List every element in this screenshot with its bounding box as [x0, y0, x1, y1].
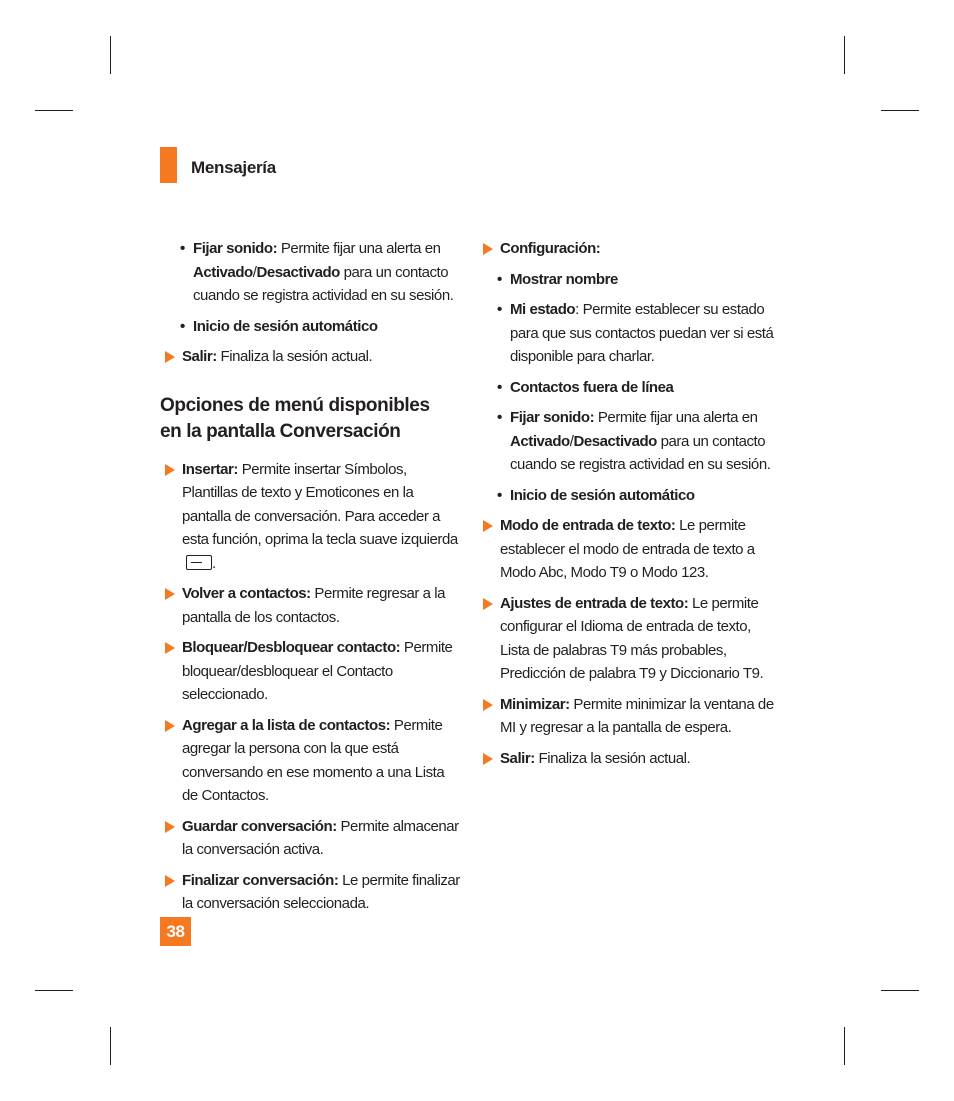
crop-mark-top-left-v: [110, 36, 111, 74]
item-text: Le permite establecer el modo de entrada de texto a Modo Abc, Modo T9 o Modo 123.: [500, 517, 755, 581]
option-activado: Activado: [510, 432, 570, 450]
list-item-mostrar-nombre: [478, 268, 778, 292]
right-column: [478, 237, 778, 777]
item-text: Finaliza la sesión actual.: [534, 749, 691, 767]
slash: /: [569, 432, 574, 450]
list-item-inicio-sesion: [160, 315, 460, 339]
option-desactivado: Desactivado: [256, 263, 340, 281]
item-label: Fijar sonido:: [510, 409, 595, 426]
item-text: para un contacto cuando se registra actividad en su sesión.: [193, 263, 454, 304]
item-text: Permite fijar una alerta en: [594, 409, 758, 426]
item-label: Salir:: [182, 348, 217, 365]
list-item-bloquear: [160, 636, 460, 707]
item-text: Le permite finalizar la conversación seleccionada.: [182, 871, 460, 912]
item-label: Agregar a la lista de contactos:: [182, 716, 391, 734]
item-label: Ajustes de entrada de texto:: [500, 594, 689, 612]
list-item-finalizar: [160, 869, 460, 916]
item-text: Permite insertar Símbolos, Plantillas de texto y Emoticones en la pantalla de conversación. Para acceder a esta función, oprima la tecla suave izquierda: [182, 460, 458, 548]
crop-mark-bottom-right-h: [881, 990, 919, 991]
crop-mark-bottom-left-h: [35, 990, 73, 991]
list-item-inicio-sesion: [478, 484, 778, 508]
item-label: Inicio de sesión automático: [193, 317, 378, 335]
list-item-volver-contactos: [160, 582, 460, 629]
item-label: Inicio de sesión automático: [510, 486, 695, 504]
list-item-contactos-fuera: [478, 376, 778, 400]
item-text: Permite bloquear/desbloquear el Contacto seleccionado.: [182, 639, 453, 703]
item-label: Mi estado: [510, 301, 576, 318]
item-text: Permite regresar a la pantalla de los contactos.: [182, 585, 446, 626]
item-text: Permite almacenar la conversación activa.: [182, 817, 459, 858]
crop-mark-top-right-v: [844, 36, 845, 74]
item-text: : Permite establecer su estado para que sus contactos puedan ver si está disponible para charlar.: [510, 301, 774, 365]
item-label: Guardar conversación:: [182, 817, 337, 835]
list-item-salir: [478, 747, 778, 771]
item-label: Modo de entrada de texto:: [500, 517, 676, 534]
item-label: Bloquear/Desbloquear contacto:: [182, 639, 401, 656]
option-desactivado: Desactivado: [573, 432, 657, 450]
item-label: Mostrar nombre: [510, 270, 618, 288]
item-label: Volver a contactos:: [182, 585, 311, 602]
item-label: Contactos fuera de línea: [510, 378, 674, 396]
item-text-end: .: [212, 554, 216, 572]
heading-line-1: Opciones de menú disponibles: [160, 394, 430, 416]
list-item-modo-entrada: [478, 514, 778, 585]
list-item-agregar: [160, 714, 460, 808]
item-text: Le permite configurar el Idioma de entrada de texto, Lista de palabras T9 más probables, Predicción de palabra T9 y Diccionario T9.: [500, 594, 764, 682]
page-number: 38: [160, 917, 191, 946]
section-marker: [160, 147, 177, 183]
left-soft-key-icon: [186, 555, 212, 570]
option-activado: Activado: [193, 263, 253, 281]
list-item-configuracion: [478, 237, 778, 261]
crop-mark-top-right-h: [881, 110, 919, 111]
item-text: Permite agregar la persona con la que está conversando en ese momento a una Lista de Contactos.: [182, 716, 445, 804]
crop-mark-bottom-left-v: [110, 1027, 111, 1065]
item-label: Insertar:: [182, 460, 238, 478]
crop-mark-top-left-h: [35, 110, 73, 111]
left-column: [160, 237, 460, 923]
slash: /: [252, 263, 257, 281]
item-text: Permite fijar una alerta en: [277, 240, 441, 257]
list-item-fijar-sonido: [160, 237, 460, 308]
item-label: Finalizar conversación:: [182, 871, 339, 889]
item-label: Fijar sonido:: [193, 240, 278, 257]
list-item-insertar: [160, 458, 460, 576]
item-text: Permite minimizar la ventana de MI y regresar a la pantalla de espera.: [500, 695, 774, 736]
item-text: Finaliza la sesión actual.: [216, 348, 373, 365]
item-label: Minimizar:: [500, 695, 570, 713]
section-title: Mensajería: [191, 158, 276, 177]
item-label: Salir:: [500, 749, 535, 767]
list-item-salir: [160, 345, 460, 369]
list-item-ajustes-entrada: [478, 592, 778, 686]
item-text: para un contacto cuando se registra actividad en su sesión.: [510, 432, 771, 473]
list-item-mi-estado: [478, 298, 778, 369]
list-item-fijar-sonido: [478, 406, 778, 477]
list-item-guardar: [160, 815, 460, 862]
heading-line-2: en la pantalla Conversación: [160, 420, 401, 442]
section-heading: [160, 393, 460, 445]
crop-mark-bottom-right-v: [844, 1027, 845, 1065]
item-label: Configuración:: [500, 240, 601, 257]
list-item-minimizar: [478, 693, 778, 740]
